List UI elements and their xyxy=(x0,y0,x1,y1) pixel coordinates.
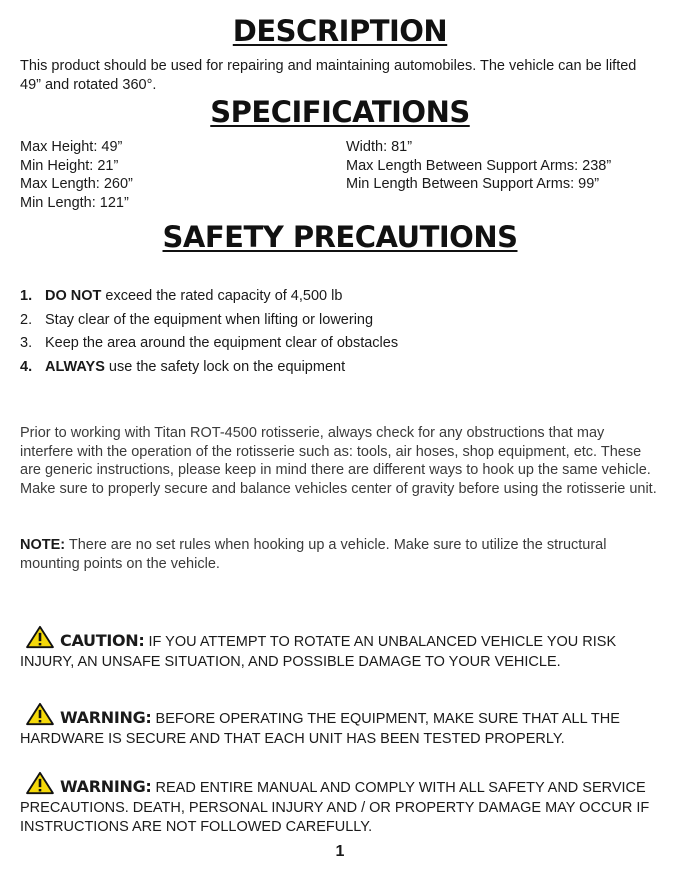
page-number: 1 xyxy=(335,843,345,860)
list-item xyxy=(20,335,660,359)
precautions-list xyxy=(20,288,660,382)
list-number: 1. xyxy=(20,288,33,304)
list-item xyxy=(20,359,660,383)
list-number: 2. xyxy=(20,311,33,328)
note-paragraph xyxy=(20,536,660,573)
description-text: This product should be used for repairing and maintaining automobiles. The vehicle can be lifted 49” and rotated 360°. xyxy=(20,58,637,93)
caution-text: IF YOU ATTEMPT TO ROTATE AN UNBALANCED VEHICLE YOU RISK INJURY, AN UNSAFE SITUATION, AND POSSIBLE DAMAGE TO YOUR VEHICLE. xyxy=(20,634,617,670)
list-number: 3. xyxy=(20,335,33,351)
note-label: NOTE: xyxy=(20,537,66,553)
warning-triangle-icon xyxy=(24,771,56,795)
caution-notice xyxy=(20,625,660,672)
description-heading: DESCRIPTION xyxy=(232,14,448,48)
spec-min-length: Min Length: 121” xyxy=(20,194,129,211)
list-text: use the safety lock on the equipment xyxy=(104,358,346,375)
warning-text: BEFORE OPERATING THE EQUIPMENT, MAKE SURE THAT ALL THE HARDWARE IS SECURE AND THAT EACH UNIT HAS BEEN TESTED PROPERLY. xyxy=(20,711,620,747)
spec-min-height: Min Height: 21” xyxy=(20,157,119,174)
spec-min-arm-length: Min Length Between Support Arms: 99” xyxy=(346,176,600,192)
prior-instructions-text: Prior to working with Titan ROT-4500 rotisserie, always check for any obstructions that may interfere with the operation of the rotisserie such as: tools, air hoses, shop equipment, etc. These are generic instructions, please keep in mind there are different ways to hook up the same vehicle. Make sure to properly secure and balance vehicles center of gravity before using the rotisserie unit. xyxy=(20,425,657,497)
spec-width: Width: 81” xyxy=(346,139,413,155)
list-emphasis: ALWAYS xyxy=(45,358,105,375)
note-text: There are no set rules when hooking up a vehicle. Make sure to utilize the structural mounting points on the vehicle. xyxy=(20,537,607,572)
warning-notice-hardware xyxy=(20,702,660,749)
warning-triangle-icon xyxy=(24,625,56,649)
safety-precautions-heading: SAFETY PRECAUTIONS xyxy=(162,220,518,254)
list-emphasis: DO NOT xyxy=(45,288,102,304)
warning-notice-manual xyxy=(20,771,660,838)
list-text: Stay clear of the equipment when lifting or lowering xyxy=(45,311,374,328)
spec-max-length: Max Length: 260” xyxy=(20,176,133,192)
specifications-heading: SPECIFICATIONS xyxy=(210,95,470,129)
list-item xyxy=(20,288,660,312)
warning-text: READ ENTIRE MANUAL AND COMPLY WITH ALL SAFETY AND SERVICE PRECAUTIONS. DEATH, PERSONAL INJURY AND / OR PROPERTY DAMAGE MAY OCCUR IF INSTRUCTIONS ARE NOT FOLLOWED CAREFULLY. xyxy=(20,780,650,835)
warning-label: WARNING: xyxy=(60,777,152,796)
spec-column-left xyxy=(20,138,340,212)
spec-column-right xyxy=(346,138,666,194)
list-text: exceed the rated capacity of 4,500 lb xyxy=(101,288,343,304)
warning-triangle-icon xyxy=(24,702,56,726)
spec-max-arm-length: Max Length Between Support Arms: 238” xyxy=(346,157,612,174)
warning-label: WARNING: xyxy=(60,708,152,727)
list-number: 4. xyxy=(20,358,33,375)
list-item xyxy=(20,312,660,336)
caution-label: CAUTION: xyxy=(60,631,145,650)
spec-max-height: Max Height: 49” xyxy=(20,139,123,155)
list-text: Keep the area around the equipment clear of obstacles xyxy=(45,335,399,351)
